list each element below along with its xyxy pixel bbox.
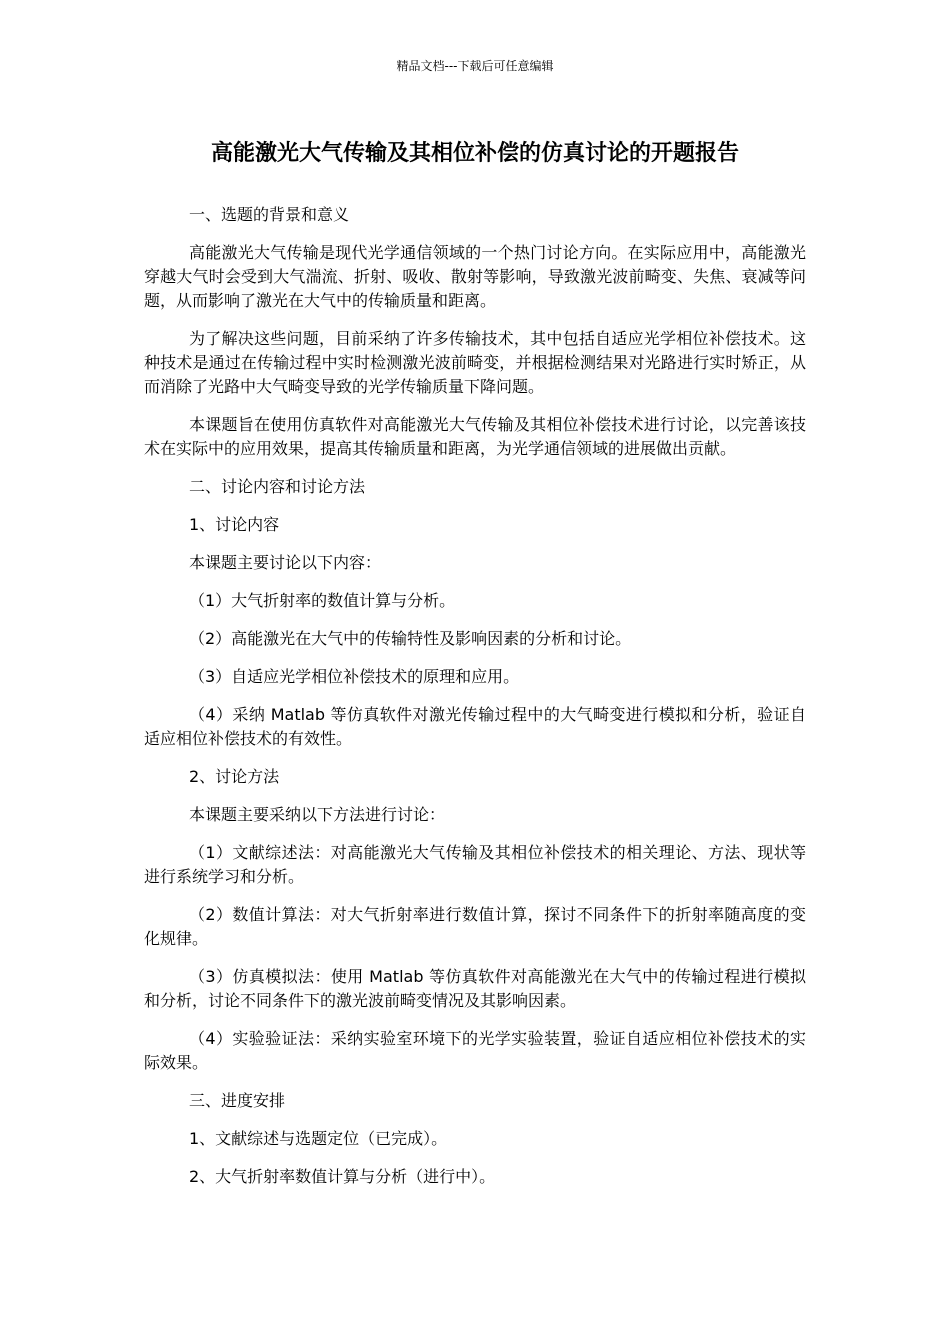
paragraph-aim: 本课题旨在使用仿真软件对高能激光大气传输及其相位补偿技术进行讨论，以完善该技术在实际中的应用效果，提高其传输质量和距离，为光学通信领域的进展做出贡献。 [144,415,806,458]
list-item-content-2: （2）高能激光在大气中的传输特性及影响因素的分析和讨论。 [189,629,632,648]
page-header: 精品文档---下载后可任意编辑 [396,59,554,73]
list-item-schedule-2: 2、大气折射率数值计算与分析（进行中）。 [189,1167,496,1186]
document-title: 高能激光大气传输及其相位补偿的仿真讨论的开题报告 [210,141,739,166]
document-body [144,203,806,1203]
list-item-method-1: （1）文献综述法：对高能激光大气传输及其相位补偿技术的相关理论、方法、现状等进行系统学习和分析。 [144,843,806,886]
list-item-content-4: （4）采纳 Matlab 等仿真软件对激光传输过程中的大气畸变进行模拟和分析，验证自适应相位补偿技术的有效性。 [144,705,806,748]
subheading-methods: 2、讨论方法 [189,767,280,786]
section-heading-content-methods: 二、讨论内容和讨论方法 [189,477,366,496]
paragraph-background: 高能激光大气传输是现代光学通信领域的一个热门讨论方向。在实际应用中，高能激光穿越大气时会受到大气湍流、折射、吸收、散射等影响，导致激光波前畸变、失焦、衰减等问题，从而影响了激光在大气中的传输质量和距离。 [144,243,806,310]
paragraph-content-intro: 本课题主要讨论以下内容： [189,553,382,572]
list-item-method-2: （2）数值计算法：对大气折射率进行数值计算，探讨不同条件下的折射率随高度的变化规律。 [144,905,806,948]
paragraph-methods-intro: 本课题主要采纳以下方法进行讨论： [189,805,446,824]
list-item-content-3: （3）自适应光学相位补偿技术的原理和应用。 [189,667,520,686]
paragraph-solution: 为了解决这些问题，目前采纳了许多传输技术，其中包括自适应光学相位补偿技术。这种技术是通过在传输过程中实时检测激光波前畸变，并根据检测结果对光路进行实时矫正，从而消除了光路中大气畸变导致的光学传输质量下降问题。 [144,329,806,396]
section-heading-schedule: 三、进度安排 [189,1091,286,1110]
list-item-method-3: （3）仿真模拟法：使用 Matlab 等仿真软件对高能激光在大气中的传输过程进行模拟和分析，讨论不同条件下的激光波前畸变情况及其影响因素。 [144,967,806,1010]
list-item-method-4: （4）实验验证法：采纳实验室环境下的光学实验装置，验证自适应相位补偿技术的实际效果。 [144,1029,806,1072]
subheading-content: 1、讨论内容 [189,515,280,534]
list-item-content-1: （1）大气折射率的数值计算与分析。 [189,591,456,610]
list-item-schedule-1: 1、文献综述与选题定位（已完成）。 [189,1129,448,1148]
section-heading-background: 一、选题的背景和意义 [189,205,350,224]
